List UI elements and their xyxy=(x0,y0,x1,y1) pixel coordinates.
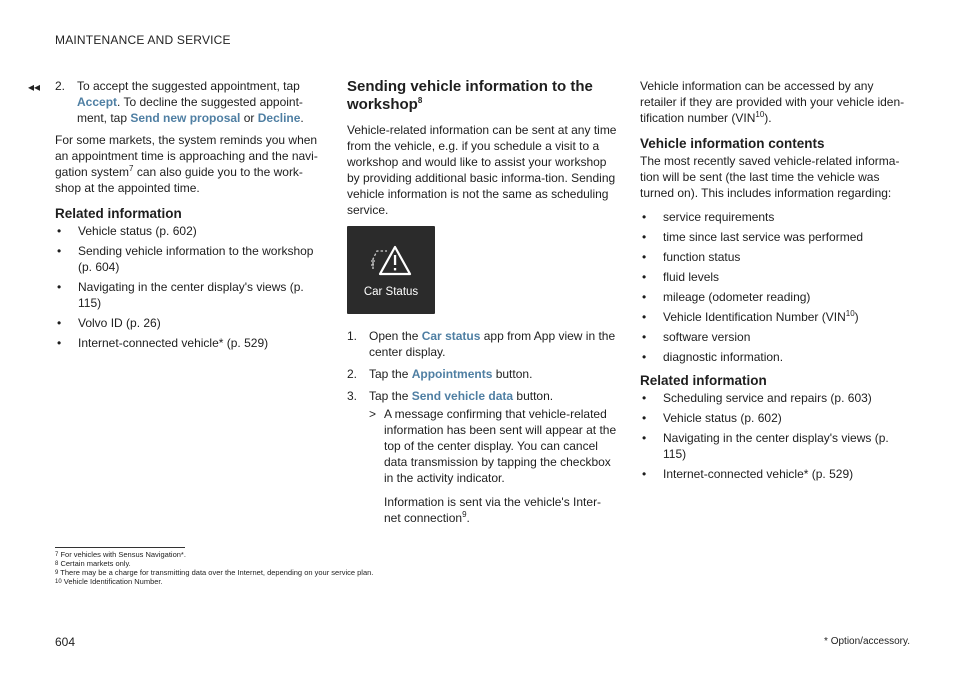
send-vehicle-data-ref: Send vehicle data xyxy=(411,389,514,403)
step-text: . To decline the suggested appoint-ment, tap xyxy=(77,95,303,125)
related-info-list xyxy=(640,390,910,482)
step-text: Open the xyxy=(369,329,422,343)
footnote-text: There may be a charge for transmitting data over the Internet, depending on your service plan. xyxy=(60,568,374,577)
list-item: • diagnostic information. xyxy=(640,349,910,365)
tile-label: Car Status xyxy=(363,286,419,298)
step-text: button. xyxy=(513,389,554,403)
section-header: MAINTENANCE AND SERVICE xyxy=(55,33,231,47)
decline-button-ref: Decline xyxy=(257,111,301,125)
related-info-list xyxy=(55,223,325,351)
item-text: Vehicle Identification Number (VIN xyxy=(663,310,846,324)
step-1 xyxy=(347,328,617,360)
related-link[interactable]: • Vehicle status (p. 602) xyxy=(55,223,325,239)
footnote-number: 8 xyxy=(55,561,59,567)
related-link[interactable]: • Internet-connected vehicle* (p. 529) xyxy=(640,466,910,482)
footnote-ref[interactable]: 7 xyxy=(129,164,134,173)
related-link[interactable]: • Volvo ID (p. 26) xyxy=(55,315,325,331)
footnote-divider xyxy=(55,547,185,548)
vin-paragraph xyxy=(640,78,910,126)
step-number: 2. xyxy=(55,79,66,93)
footnote-number: 9 xyxy=(55,570,59,576)
reminder-paragraph xyxy=(55,132,325,196)
footnote xyxy=(55,577,163,586)
step-text: To accept the suggested appointment, tap xyxy=(77,79,300,93)
step-text: . xyxy=(300,111,304,125)
option-note: * Option/accessory. xyxy=(824,636,910,647)
car-status-ref: Car status xyxy=(421,329,481,343)
step-result xyxy=(369,406,617,526)
related-link[interactable]: • Navigating in the center display's views (p. 115) xyxy=(55,279,325,311)
related-info-heading: Related information xyxy=(640,373,767,388)
item-text: ) xyxy=(854,310,859,324)
contents-heading: Vehicle information contents xyxy=(640,136,825,151)
vin-text: ). xyxy=(764,111,772,125)
footnote-ref[interactable]: 8 xyxy=(417,96,423,105)
heading-text: Sending vehicle information to the workshop xyxy=(347,78,593,113)
footnote xyxy=(55,559,131,568)
step-text: app from App view in the center display. xyxy=(369,329,616,359)
related-link[interactable]: • Scheduling service and repairs (p. 603) xyxy=(640,390,910,406)
previous-page-marker[interactable]: ◂◂ xyxy=(28,80,41,94)
step-text: Tap the xyxy=(369,367,412,381)
list-item: • mileage (odometer reading) xyxy=(640,289,910,305)
contents-list xyxy=(640,209,910,365)
step-number: 2. xyxy=(347,367,358,381)
reminder-text: can also guide you to the work-shop at the appointed time. xyxy=(55,165,303,195)
footnote-number: 10 xyxy=(55,579,62,585)
reminder-text: For some markets, the system reminds you when an appointment time is approaching and the navi-gation system xyxy=(55,133,318,179)
step-text: or xyxy=(240,111,258,125)
footnote-ref[interactable]: 9 xyxy=(462,510,467,519)
step-2-accept xyxy=(55,78,325,126)
list-item: • fluid levels xyxy=(640,269,910,285)
footnote-number: 7 xyxy=(55,552,59,558)
related-info-heading: Related information xyxy=(55,206,182,221)
related-link[interactable]: • Sending vehicle information to the workshop (p. 604) xyxy=(55,243,325,275)
column-3 xyxy=(640,78,910,486)
footnote-ref[interactable]: 10 xyxy=(845,309,855,318)
footnote xyxy=(55,568,373,577)
result-text: A message confirming that vehicle-related information has been sent will appear at the top of the center display. You can cancel data transmission by tapping the checkbox in the activity indicator. xyxy=(384,407,617,485)
footnote-text: Certain markets only. xyxy=(60,559,131,568)
list-item: • software version xyxy=(640,329,910,345)
step-number: 1. xyxy=(347,329,358,343)
page-number: 604 xyxy=(55,635,76,649)
send-new-proposal-ref: Send new proposal xyxy=(130,111,241,125)
contents-intro: The most recently saved vehicle-related informa-tion will be sent (the last time the vehicle was turned on). This includes information regarding: xyxy=(640,154,900,200)
section-heading xyxy=(347,78,617,114)
footnote-text: For vehicles with Sensus Navigation*. xyxy=(60,550,186,559)
car-status-warning-icon xyxy=(369,243,413,279)
list-item xyxy=(640,309,910,325)
related-link[interactable]: • Navigating in the center display's views (p. 115) xyxy=(640,430,910,462)
column-1 xyxy=(55,78,325,355)
intro-paragraph: Vehicle-related information can be sent at any time from the vehicle, e.g. if you schedule a visit to a workshop and would like to assist your workshop by providing additional basic informa-tion. Sending vehicle information is not the same as scheduling service. xyxy=(347,123,617,217)
note-text: Information is sent via the vehicle's Inter-net connection xyxy=(384,495,602,525)
appointments-ref: Appointments xyxy=(411,367,493,381)
list-item: • time since last service was performed xyxy=(640,229,910,245)
step-text: Tap the xyxy=(369,389,412,403)
related-link[interactable]: • Vehicle status (p. 602) xyxy=(640,410,910,426)
step-number: 3. xyxy=(347,389,358,403)
related-link[interactable]: • Internet-connected vehicle* (p. 529) xyxy=(55,335,325,351)
footnote-text: Vehicle Identification Number. xyxy=(61,577,163,586)
result-marker: > xyxy=(369,407,377,421)
internet-note xyxy=(384,494,617,526)
footnote-ref[interactable]: 10 xyxy=(755,110,765,119)
footnote xyxy=(55,550,186,559)
vin-text: Vehicle information can be accessed by any retailer if they are provided with your vehicle iden-tification number (VIN xyxy=(640,79,905,125)
car-status-app-tile xyxy=(347,226,435,314)
step-2 xyxy=(347,366,617,382)
list-item: • service requirements xyxy=(640,209,910,225)
accept-button-ref: Accept xyxy=(77,95,118,109)
note-text: . xyxy=(466,511,470,525)
list-item: • function status xyxy=(640,249,910,265)
step-3 xyxy=(347,388,617,404)
column-2 xyxy=(347,78,617,534)
step-text: button. xyxy=(492,367,533,381)
